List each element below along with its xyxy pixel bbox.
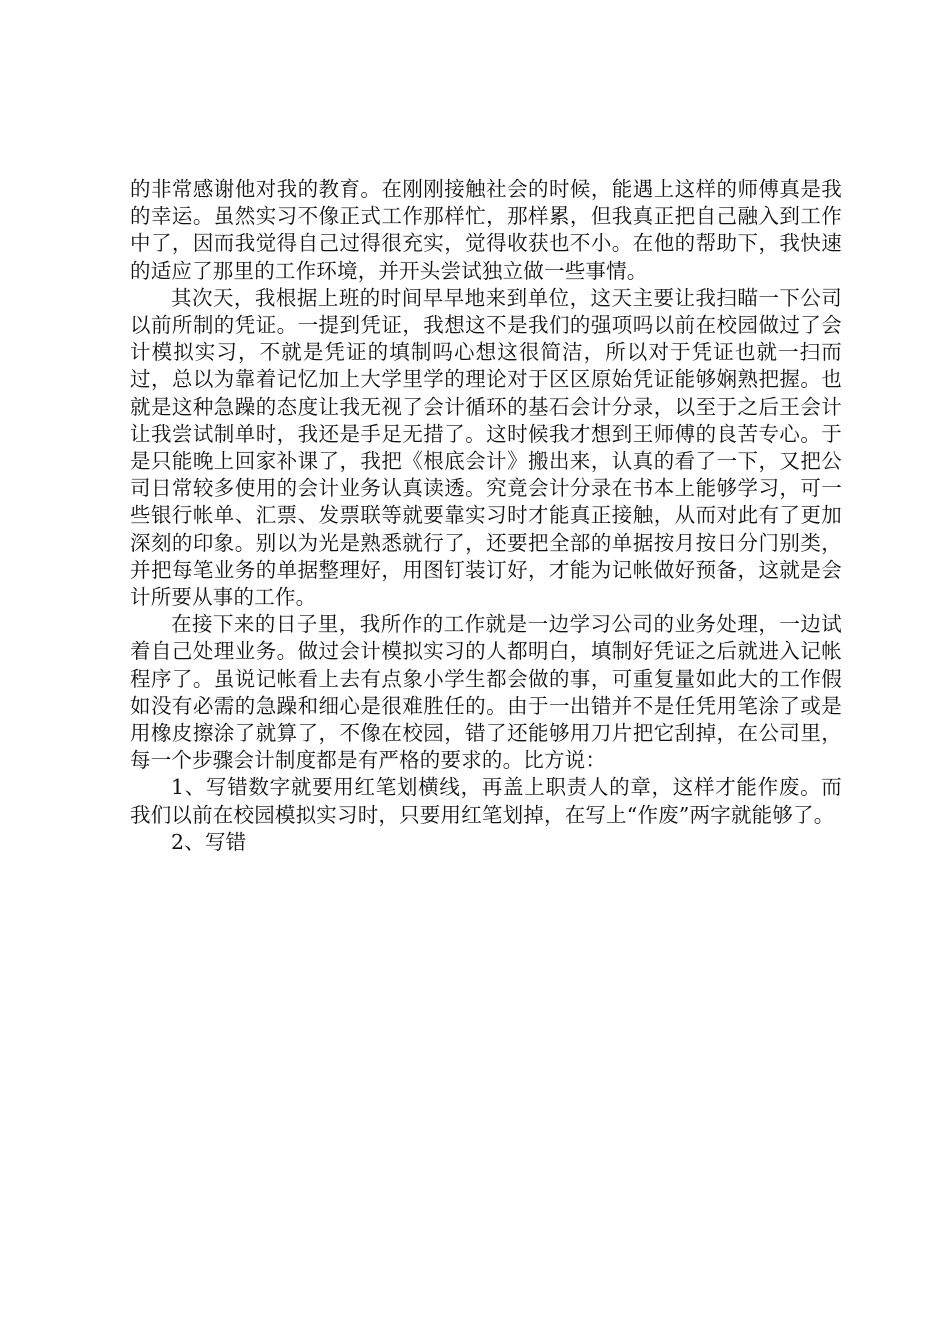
- document-body: [130, 176, 842, 856]
- list-item-2: 2、写错: [171, 829, 247, 854]
- paragraph-continued: 的非常感谢他对我的教育。在刚刚接触社会的时候，能遇上这样的师傅真是我的幸运。虽然实习不像正式工作那样忙，那样累，但我真正把自己融入到工作中了，因而我觉得自己过得很充实，觉得收获也不小。在他的帮助下，我快速的适应了那里的工作环境，并开头尝试独立做一些事情。: [130, 177, 842, 283]
- paragraph-second-day: 其次天，我根据上班的时间早早地来到单位，这天主要让我扫瞄一下公司以前所制的凭证。一提到凭证，我想这不是我们的强项吗以前在校园做过了会计模拟实习，不就是凭证的填制吗心想这很简洁，所以对于凭证也就一扫而过，总以为靠着记忆加上大学里学的理论对于区区原始凭证能够娴熟把握。也就是这种急躁的态度让我无视了会计循环的基石会计分录，以至于之后王会计让我尝试制单时，我还是手足无措了。这时候我才想到王师傅的良苦专心。于是只能晚上回家补课了，我把《根底会计》搬出来，认真的看了一下，又把公司日常较多使用的会计业务认真读透。究竟会计分录在书本上能够学习，可一些银行帐单、汇票、发票联等就要靠实习时才能真正接触，从而对此有了更加深刻的印象。别以为光是熟悉就行了，还要把全部的单据按月按日分门别类，并把每笔业务的单据整理好，用图钉装订好，才能为记帐做好预备，这就是会计所要从事的工作。: [130, 285, 842, 610]
- list-item-1: 1、写错数字就要用红笔划横线，再盖上职责人的章，这样才能作废。而我们以前在校园模拟实习时，只要用红笔划掉，在写上“作废”两字就能够了。: [130, 775, 842, 827]
- paragraph-following-days: 在接下来的日子里，我所作的工作就是一边学习公司的业务处理，一边试着自己处理业务。做过会计模拟实习的人都明白，填制好凭证之后就进入记帐程序了。虽说记帐看上去有点象小学生都会做的事，可重复量如此大的工作假如没有必需的急躁和细心是很难胜任的。由于一出错并不是任凭用笔涂了或是用橡皮擦涂了就算了，不像在校园，错了还能够用刀片把它刮掉，在公司里，每一个步骤会计制度都是有严格的要求的。比方说：: [130, 612, 842, 773]
